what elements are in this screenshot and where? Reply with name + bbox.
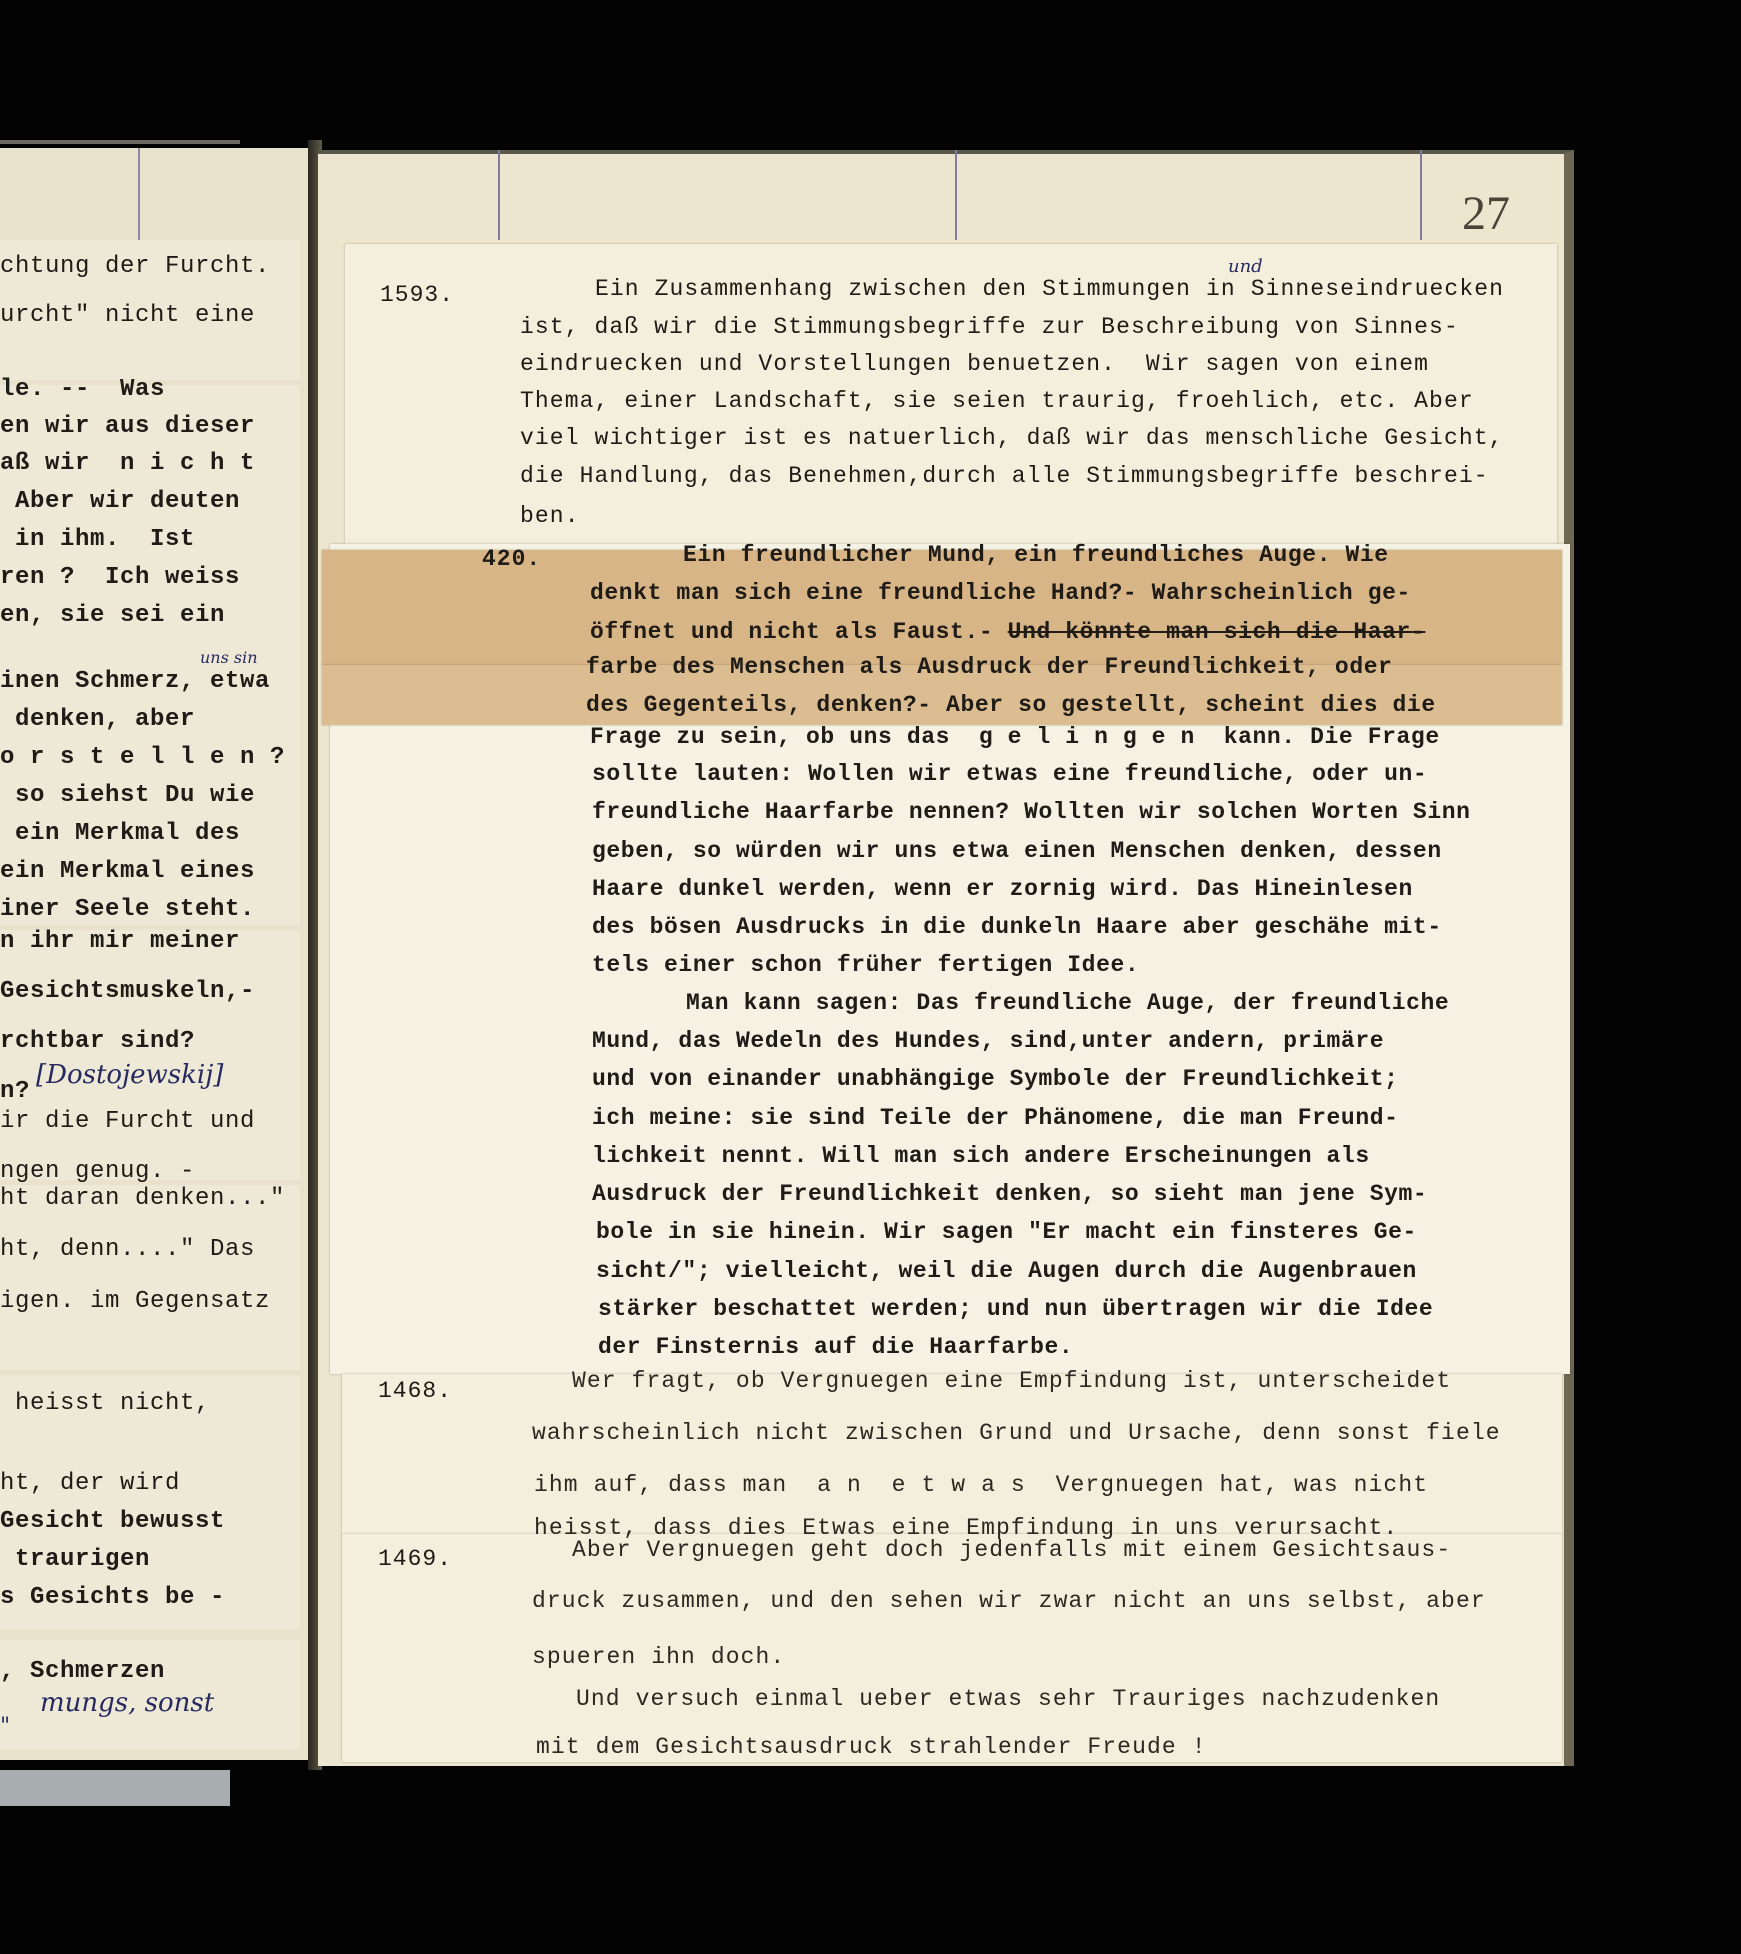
entry-line: farbe des Menschen als Ausdruck der Freundlichkeit, oder [586, 654, 1393, 680]
entry-line: viel wichtiger ist es natuerlich, daß wir das menschliche Gesicht, [520, 425, 1504, 451]
entry-number: 1468. [378, 1378, 453, 1404]
left-line: ht, der wird [0, 1470, 181, 1497]
left-line: heisst nicht, [0, 1390, 211, 1417]
entry-line: ist, daß wir die Stimmungsbegriffe zur Beschreibung von Sinnes- [520, 314, 1459, 340]
entry-line: ben. [520, 503, 580, 529]
left-cover-edge [0, 140, 240, 144]
left-slip [0, 930, 300, 1180]
left-line: Aber wir deuten [0, 488, 241, 515]
handwritten-note: [Dostojewskij] [36, 1060, 224, 1090]
left-line: ein Merkmal des [0, 820, 241, 847]
entry-line: lichkeit nennt. Will man sich andere Erscheinungen als [592, 1143, 1370, 1169]
left-line: Gesichtsmuskeln,- [0, 978, 256, 1005]
entry-line: sicht/"; vielleicht, weil die Augen durch die Augenbrauen [596, 1258, 1417, 1284]
entry-line: des bösen Ausdrucks in die dunkeln Haare aber geschähe mit- [592, 914, 1442, 940]
handwritten-note: uns sin [200, 648, 258, 667]
entry-number: 1593. [380, 282, 455, 308]
entry-line: Man kann sagen: Das freundliche Auge, der freundliche [686, 990, 1450, 1016]
left-line: s Gesichts be - [0, 1584, 226, 1611]
left-line: ir die Furcht und [0, 1108, 256, 1135]
entry-line: wahrscheinlich nicht zwischen Grund und Ursache, denn sonst fiele [532, 1420, 1501, 1446]
entry-line: und von einander unabhängige Symbole der Freundlichkeit; [592, 1066, 1399, 1092]
page-number: 27 [1462, 187, 1510, 240]
entry-line: ihm auf, dass man a n e t w a s Vergnuegen hat, was nicht [534, 1472, 1429, 1498]
entry-line: Mund, das Wedeln des Hundes, sind,unter andern, primäre [592, 1028, 1385, 1054]
left-line: , Schmerzen [0, 1658, 166, 1685]
left-line: chtung der Furcht. [0, 253, 271, 280]
left-line: en wir aus dieser [0, 413, 256, 440]
left-line: ren ? Ich weiss [0, 564, 241, 591]
left-slip [0, 1185, 300, 1370]
left-line: inen Schmerz, etwa [0, 668, 271, 695]
entry-line: druck zusammen, und den sehen wir zwar nicht an uns selbst, aber [532, 1588, 1486, 1614]
left-line: rchtbar sind? [0, 1028, 196, 1055]
entry-line: bole in sie hinein. Wir sagen "Er macht ein finsteres Ge- [596, 1219, 1417, 1245]
left-line: aß wir n i c h t [0, 450, 256, 477]
entry-line: der Finsternis auf die Haarfarbe. [598, 1334, 1074, 1360]
ruling-line [498, 150, 500, 240]
entry-line: Thema, einer Landschaft, sie seien traurig, froehlich, etc. Aber [520, 388, 1474, 414]
ruling-line [955, 150, 957, 240]
left-line: urcht" nicht eine [0, 302, 256, 329]
left-line: iner Seele steht. [0, 896, 256, 923]
entry-number: 420. [482, 546, 542, 572]
left-line: ht daran denken..." [0, 1185, 286, 1212]
left-line: in ihm. Ist [0, 526, 196, 553]
left-ruling-line [138, 148, 140, 240]
entry-line: öffnet und nicht als Faust.- Und könnte man sich die Haar- [590, 619, 1426, 645]
entry-line: Und versuch einmal ueber etwas sehr Trauriges nachzudenken [576, 1686, 1441, 1712]
entry-line: heisst, dass dies Etwas eine Empfindung in uns verursacht. [534, 1515, 1399, 1541]
spine-edge [0, 1770, 230, 1806]
entry-line: die Handlung, das Benehmen,durch alle Stimmungsbegriffe beschrei- [520, 463, 1489, 489]
left-line: Gesicht bewusst [0, 1508, 226, 1535]
left-line: ht, denn...." Das [0, 1236, 256, 1263]
left-line: n? [0, 1078, 31, 1105]
left-line: igen. im Gegensatz [0, 1288, 271, 1315]
handwritten-insertion: und [1228, 256, 1263, 277]
entry-line: Frage zu sein, ob uns das g e l i n g e n kann. Die Frage [590, 724, 1440, 750]
left-line: le. -- Was [0, 376, 166, 403]
entry-line: Ein Zusammenhang zwischen den Stimmungen in Sinneseindruecken [595, 276, 1505, 302]
left-line: ein Merkmal eines [0, 858, 256, 885]
left-line: traurigen [0, 1546, 151, 1573]
entry-line: spueren ihn doch. [532, 1644, 786, 1670]
entry-line: freundliche Haarfarbe nennen? Wollten wir solchen Worten Sinn [592, 799, 1471, 825]
entry-line: eindruecken und Vorstellungen benuetzen. Wir sagen von einem [520, 351, 1430, 377]
handwritten-note: mungs, sonst [40, 1688, 215, 1718]
entry-line: Haare dunkel werden, wenn er zornig wird. Das Hineinlesen [592, 876, 1413, 902]
entry-line: geben, so würden wir uns etwa einen Menschen denken, dessen [592, 838, 1442, 864]
slip-1468 [342, 1374, 1562, 1534]
entry-line: Wer fragt, ob Vergnuegen eine Empfindung ist, unterscheidet [572, 1368, 1452, 1394]
entry-line: des Gegenteils, denken?- Aber so gestellt, scheint dies die [586, 692, 1436, 718]
entry-line: sollte lauten: Wollen wir etwas eine freundliche, oder un- [592, 761, 1428, 787]
entry-line: Aber Vergnuegen geht doch jedenfalls mit einem Gesichtsaus- [572, 1537, 1452, 1563]
handwritten-note: " [0, 1714, 11, 1739]
entry-line: Ausdruck der Freundlichkeit denken, so sieht man jene Sym- [592, 1181, 1428, 1207]
entry-line: stärker beschattet werden; und nun übertragen wir die Idee [598, 1296, 1434, 1322]
entry-line: ich meine: sie sind Teile der Phänomene, die man Freund- [592, 1105, 1399, 1131]
left-line: en, sie sei ein [0, 602, 226, 629]
left-line: so siehst Du wie [0, 782, 256, 809]
left-line: o r s t e l l e n ? [0, 744, 286, 771]
entry-line: denkt man sich eine freundliche Hand?- Wahrscheinlich ge- [590, 580, 1411, 606]
entry-number: 1469. [378, 1546, 453, 1572]
entry-line: Ein freundlicher Mund, ein freundliches Auge. Wie [683, 542, 1389, 568]
entry-line: tels einer schon früher fertigen Idee. [592, 952, 1140, 978]
entry-line: mit dem Gesichtsausdruck strahlender Freude ! [536, 1734, 1207, 1760]
left-line: denken, aber [0, 706, 196, 733]
left-line: n ihr mir meiner [0, 928, 241, 955]
struck-text: Und könnte man sich die Haar- [1007, 619, 1426, 645]
ruling-line [1420, 150, 1422, 240]
left-line: ngen genug. - [0, 1158, 196, 1185]
slip-1469 [342, 1534, 1562, 1762]
